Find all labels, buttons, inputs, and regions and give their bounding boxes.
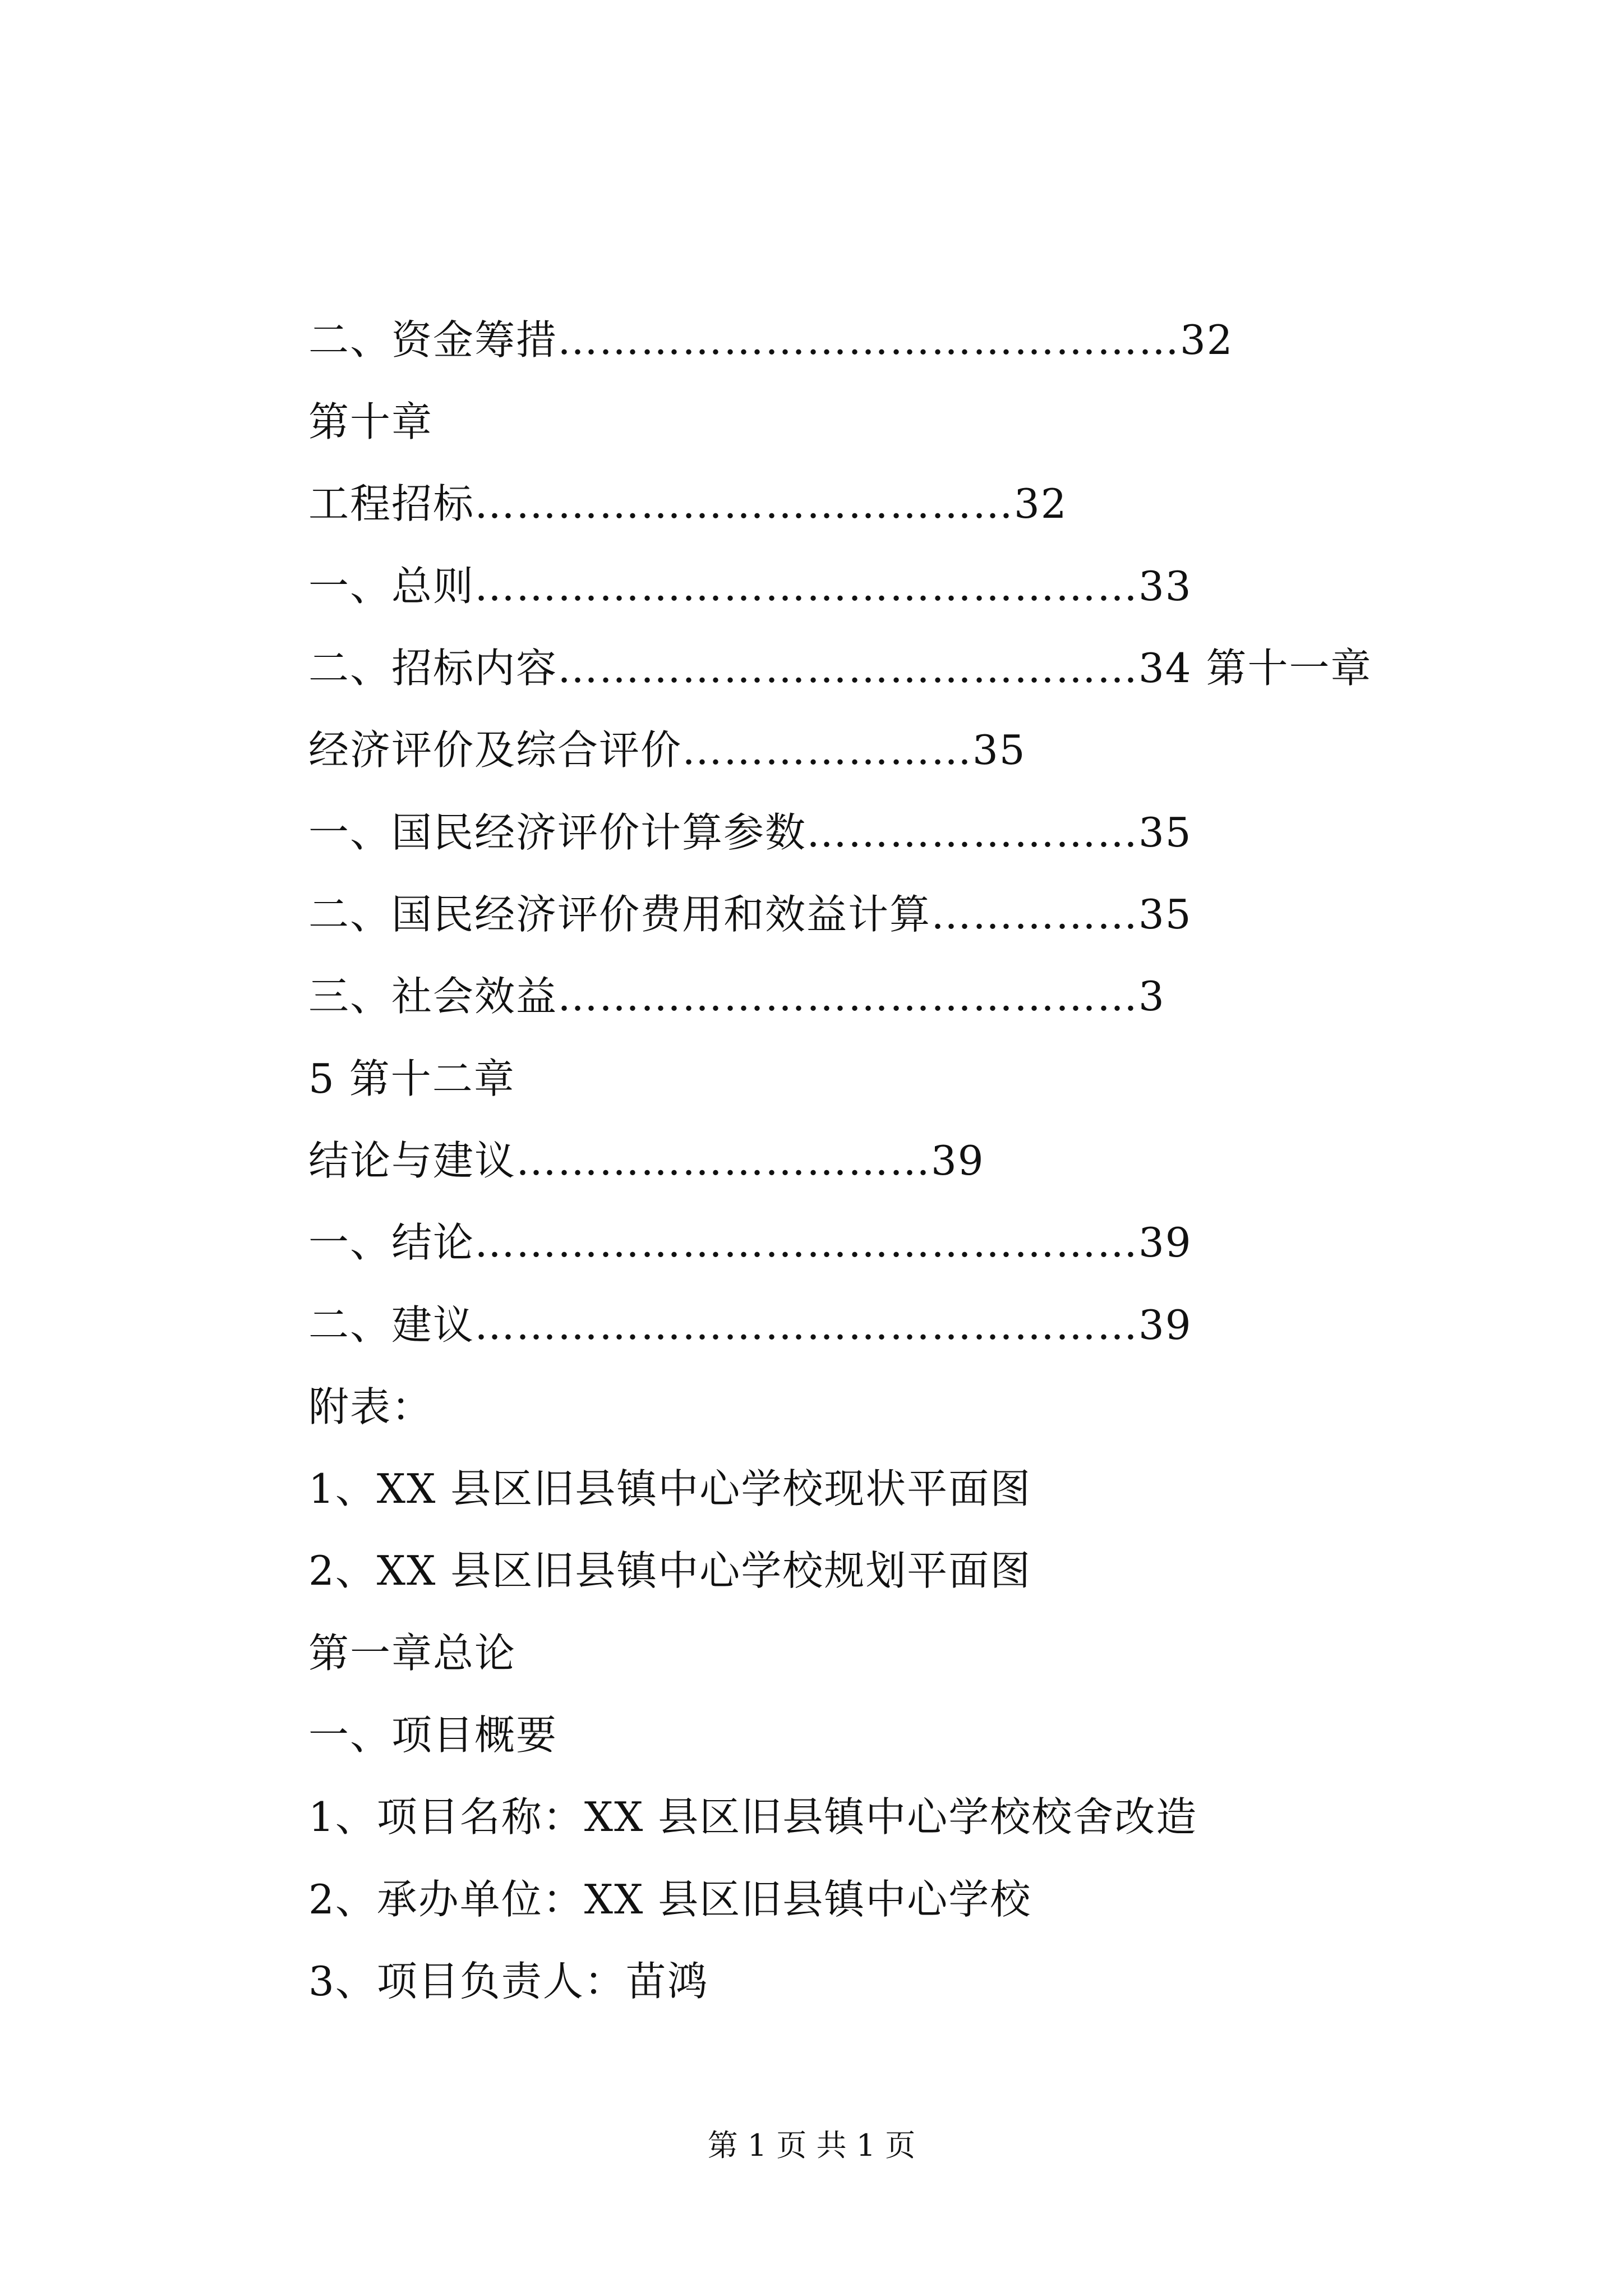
toc-line: 三、社会效益……………………………………3: [308, 973, 1165, 1020]
toc-line: 二、资金筹措………………………………………32: [308, 316, 1234, 364]
chapter-heading: 第一章总论: [308, 1630, 517, 1677]
body-line: 3、项目负责人：苗鸿: [308, 1958, 709, 2005]
toc-line: 工程招标…………………………………32: [308, 480, 1068, 527]
toc-line: 5 第十二章: [308, 1055, 515, 1102]
toc-line: 二、建议…………………………………………39: [308, 1301, 1192, 1349]
body-line: 2、承办单位：XX 县区旧县镇中心学校: [308, 1876, 1032, 1923]
appendix-item: 2、XX 县区旧县镇中心学校规划平面图: [308, 1547, 1032, 1594]
toc-line: 二、招标内容……………………………………34 第十一章: [308, 645, 1372, 692]
toc-line: 一、结论…………………………………………39: [308, 1219, 1192, 1266]
appendix-item: 1、XX 县区旧县镇中心学校现状平面图: [308, 1465, 1032, 1512]
toc-line: 结论与建议…………………………39: [308, 1137, 985, 1184]
page-footer: 第 1 页 共 1 页: [707, 2128, 916, 2163]
toc-line: 经济评价及综合评价…………………35: [308, 726, 1026, 774]
appendix-heading: 附表：: [308, 1383, 434, 1430]
toc-line: 二、国民经济评价费用和效益计算……………35: [308, 891, 1192, 938]
toc-line: 第十章: [308, 398, 434, 445]
toc-line: 一、国民经济评价计算参数……………………35: [308, 809, 1192, 856]
body-line: 1、项目名称：XX 县区旧县镇中心学校校舍改造: [308, 1793, 1198, 1841]
section-heading: 一、项目概要: [308, 1711, 558, 1759]
toc-line: 一、总则…………………………………………33: [308, 563, 1192, 610]
